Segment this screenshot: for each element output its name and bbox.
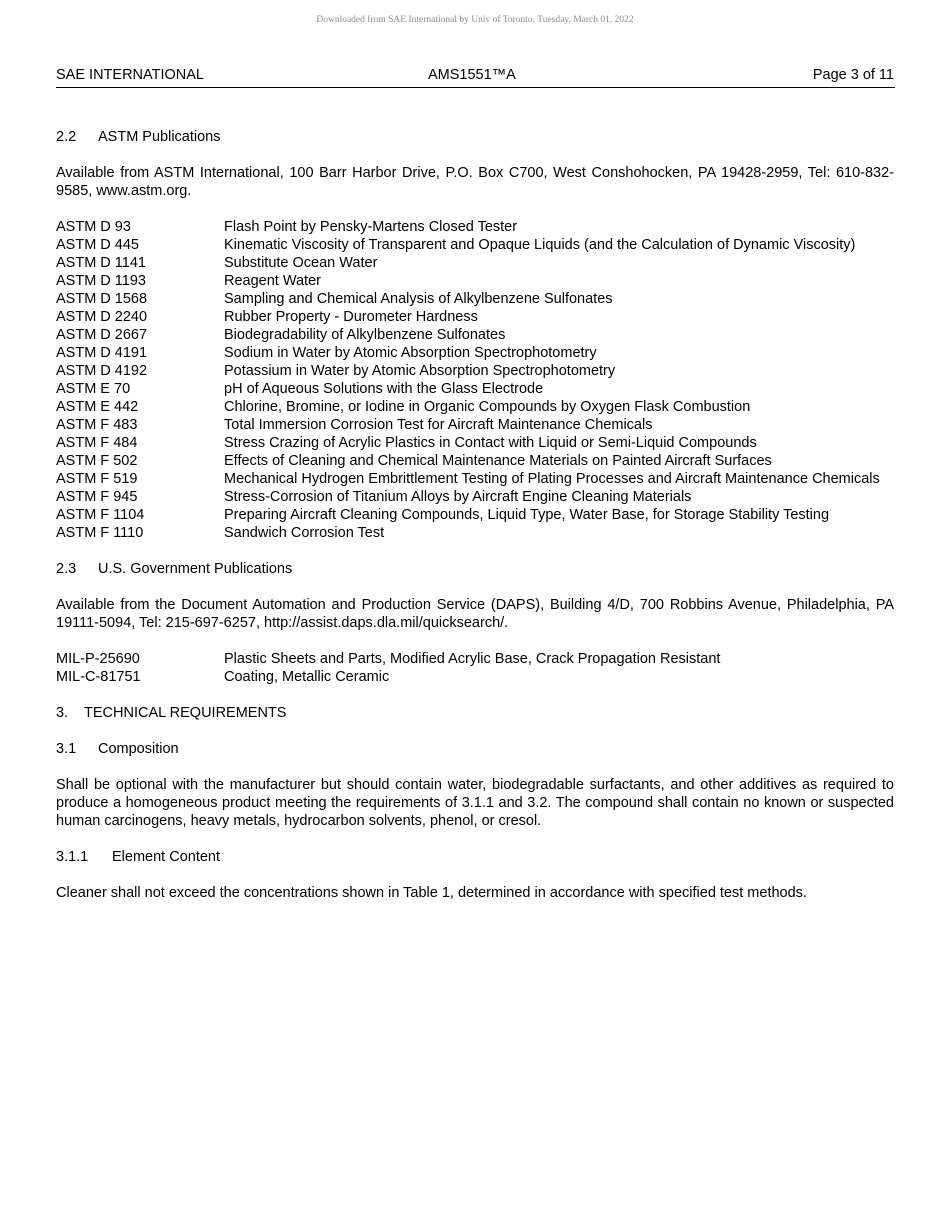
reference-row — [56, 254, 894, 272]
reference-code: ASTM D 1141 — [56, 255, 146, 271]
reference-code: ASTM F 483 — [56, 417, 138, 433]
section-title: ASTM Publications — [98, 129, 221, 145]
astm-availability-paragraph: Available from ASTM International, 100 Barr Harbor Drive, P.O. Box C700, West Conshohocken, PA 19428-2959, Tel: 610-832-9585, www.astm.org. — [56, 165, 894, 199]
reference-row — [56, 344, 894, 362]
astm-reference-list — [56, 218, 894, 542]
reference-row — [56, 290, 894, 308]
reference-title: Reagent Water — [224, 273, 321, 289]
section-title: Element Content — [112, 849, 221, 865]
section-title: Composition — [98, 741, 179, 757]
reference-title: Coating, Metallic Ceramic — [224, 669, 390, 685]
reference-title: Substitute Ocean Water — [224, 255, 378, 271]
reference-row — [56, 470, 894, 488]
reference-row — [56, 308, 894, 326]
element-content-paragraph: Cleaner shall not exceed the concentrations shown in Table 1, determined in accordance with specified test methods. — [56, 885, 807, 901]
reference-row — [56, 362, 894, 380]
reference-code: ASTM F 945 — [56, 489, 138, 505]
reference-code: ASTM D 1568 — [56, 291, 148, 307]
reference-title: Sodium in Water by Atomic Absorption Spectrophotometry — [224, 345, 597, 361]
reference-title: Effects of Cleaning and Chemical Maintenance Materials on Painted Aircraft Surfaces — [224, 453, 772, 469]
header-organization: SAE INTERNATIONAL — [56, 67, 204, 83]
reference-row — [56, 524, 894, 542]
reference-title: Biodegradability of Alkylbenzene Sulfonates — [224, 327, 506, 343]
reference-title: Stress-Corrosion of Titanium Alloys by Aircraft Engine Cleaning Materials — [224, 489, 692, 505]
document-body — [56, 128, 894, 920]
section-2-3-heading — [56, 560, 894, 578]
reference-title: Kinematic Viscosity of Transparent and Opaque Liquids (and the Calculation of Dynamic Viscosity) — [224, 237, 856, 253]
reference-code: ASTM D 2240 — [56, 309, 148, 325]
reference-row — [56, 272, 894, 290]
section-2-2-heading — [56, 128, 894, 146]
reference-title: Flash Point by Pensky-Martens Closed Tester — [224, 219, 518, 235]
header-document-id: AMS1551™A — [428, 67, 516, 83]
section-number: 3.1.1 — [56, 849, 89, 865]
reference-code: ASTM E 70 — [56, 381, 131, 397]
reference-title: Potassium in Water by Atomic Absorption Spectrophotometry — [224, 363, 616, 379]
reference-code: ASTM F 502 — [56, 453, 138, 469]
reference-row — [56, 236, 894, 254]
reference-code: ASTM F 484 — [56, 435, 138, 451]
section-title: TECHNICAL REQUIREMENTS — [84, 705, 287, 721]
download-watermark: Downloaded from SAE International by Univ of Toronto, Tuesday, March 01, 2022 — [316, 15, 634, 25]
reference-title: Plastic Sheets and Parts, Modified Acrylic Base, Crack Propagation Resistant — [224, 651, 721, 667]
reference-code: ASTM F 1110 — [56, 525, 144, 541]
reference-row — [56, 506, 894, 524]
government-reference-list — [56, 650, 894, 686]
daps-availability-paragraph: Available from the Document Automation and Production Service (DAPS), Building 4/D, 700 Robbins Avenue, Philadelphia, PA 19111-5094, Tel: 215-697-6257, http://assist.daps.dla.mil/quicksearch/. — [56, 597, 894, 631]
section-number: 3.1 — [56, 741, 77, 757]
section-number: 2.2 — [56, 129, 77, 145]
reference-code: MIL-P-25690 — [56, 651, 140, 667]
reference-title: Rubber Property - Durometer Hardness — [224, 309, 478, 325]
section-title: U.S. Government Publications — [98, 561, 293, 577]
section-3-1-1-heading — [56, 848, 894, 866]
reference-title: Mechanical Hydrogen Embrittlement Testing of Plating Processes and Aircraft Maintenance Chemicals — [224, 471, 880, 487]
reference-code: ASTM D 4191 — [56, 345, 148, 361]
reference-code: ASTM D 1193 — [56, 273, 146, 289]
reference-row — [56, 434, 894, 452]
reference-row — [56, 452, 894, 470]
reference-row — [56, 380, 894, 398]
section-number: 2.3 — [56, 561, 77, 577]
reference-title: Sandwich Corrosion Test — [224, 525, 385, 541]
reference-title: Chlorine, Bromine, or Iodine in Organic Compounds by Oxygen Flask Combustion — [224, 399, 751, 415]
reference-code: MIL-C-81751 — [56, 669, 141, 685]
reference-row — [56, 668, 894, 686]
reference-row — [56, 218, 894, 236]
reference-code: ASTM F 1104 — [56, 507, 145, 523]
reference-code: ASTM F 519 — [56, 471, 138, 487]
reference-row — [56, 488, 894, 506]
reference-code: ASTM D 93 — [56, 219, 131, 235]
reference-code: ASTM D 445 — [56, 237, 139, 253]
reference-title: Sampling and Chemical Analysis of Alkylbenzene Sulfonates — [224, 291, 613, 307]
section-number: 3. — [56, 705, 69, 721]
header-page-number: Page 3 of 11 — [812, 67, 894, 83]
reference-row — [56, 326, 894, 344]
reference-code: ASTM D 4192 — [56, 363, 148, 379]
section-3-1-heading — [56, 740, 894, 758]
reference-title: Total Immersion Corrosion Test for Aircraft Maintenance Chemicals — [224, 417, 653, 433]
reference-title: Stress Crazing of Acrylic Plastics in Contact with Liquid or Semi-Liquid Compounds — [224, 435, 757, 451]
reference-title: pH of Aqueous Solutions with the Glass Electrode — [224, 381, 544, 397]
reference-code: ASTM E 442 — [56, 399, 139, 415]
reference-row — [56, 416, 894, 434]
reference-title: Preparing Aircraft Cleaning Compounds, Liquid Type, Water Base, for Storage Stability Testing — [224, 507, 830, 523]
reference-code: ASTM D 2667 — [56, 327, 148, 343]
composition-paragraph: Shall be optional with the manufacturer but should contain water, biodegradable surfactants, and other additives as required to produce a homogeneous product meeting the requirements of 3.1.1 and 3.2. The compound shall contain no known or suspected human carcinogens, heavy metals, hydrocarbon solvents, phenol, or cresol. — [56, 777, 894, 829]
reference-row — [56, 398, 894, 416]
running-header — [56, 67, 895, 88]
reference-row — [56, 650, 894, 668]
section-3-heading — [56, 704, 894, 722]
